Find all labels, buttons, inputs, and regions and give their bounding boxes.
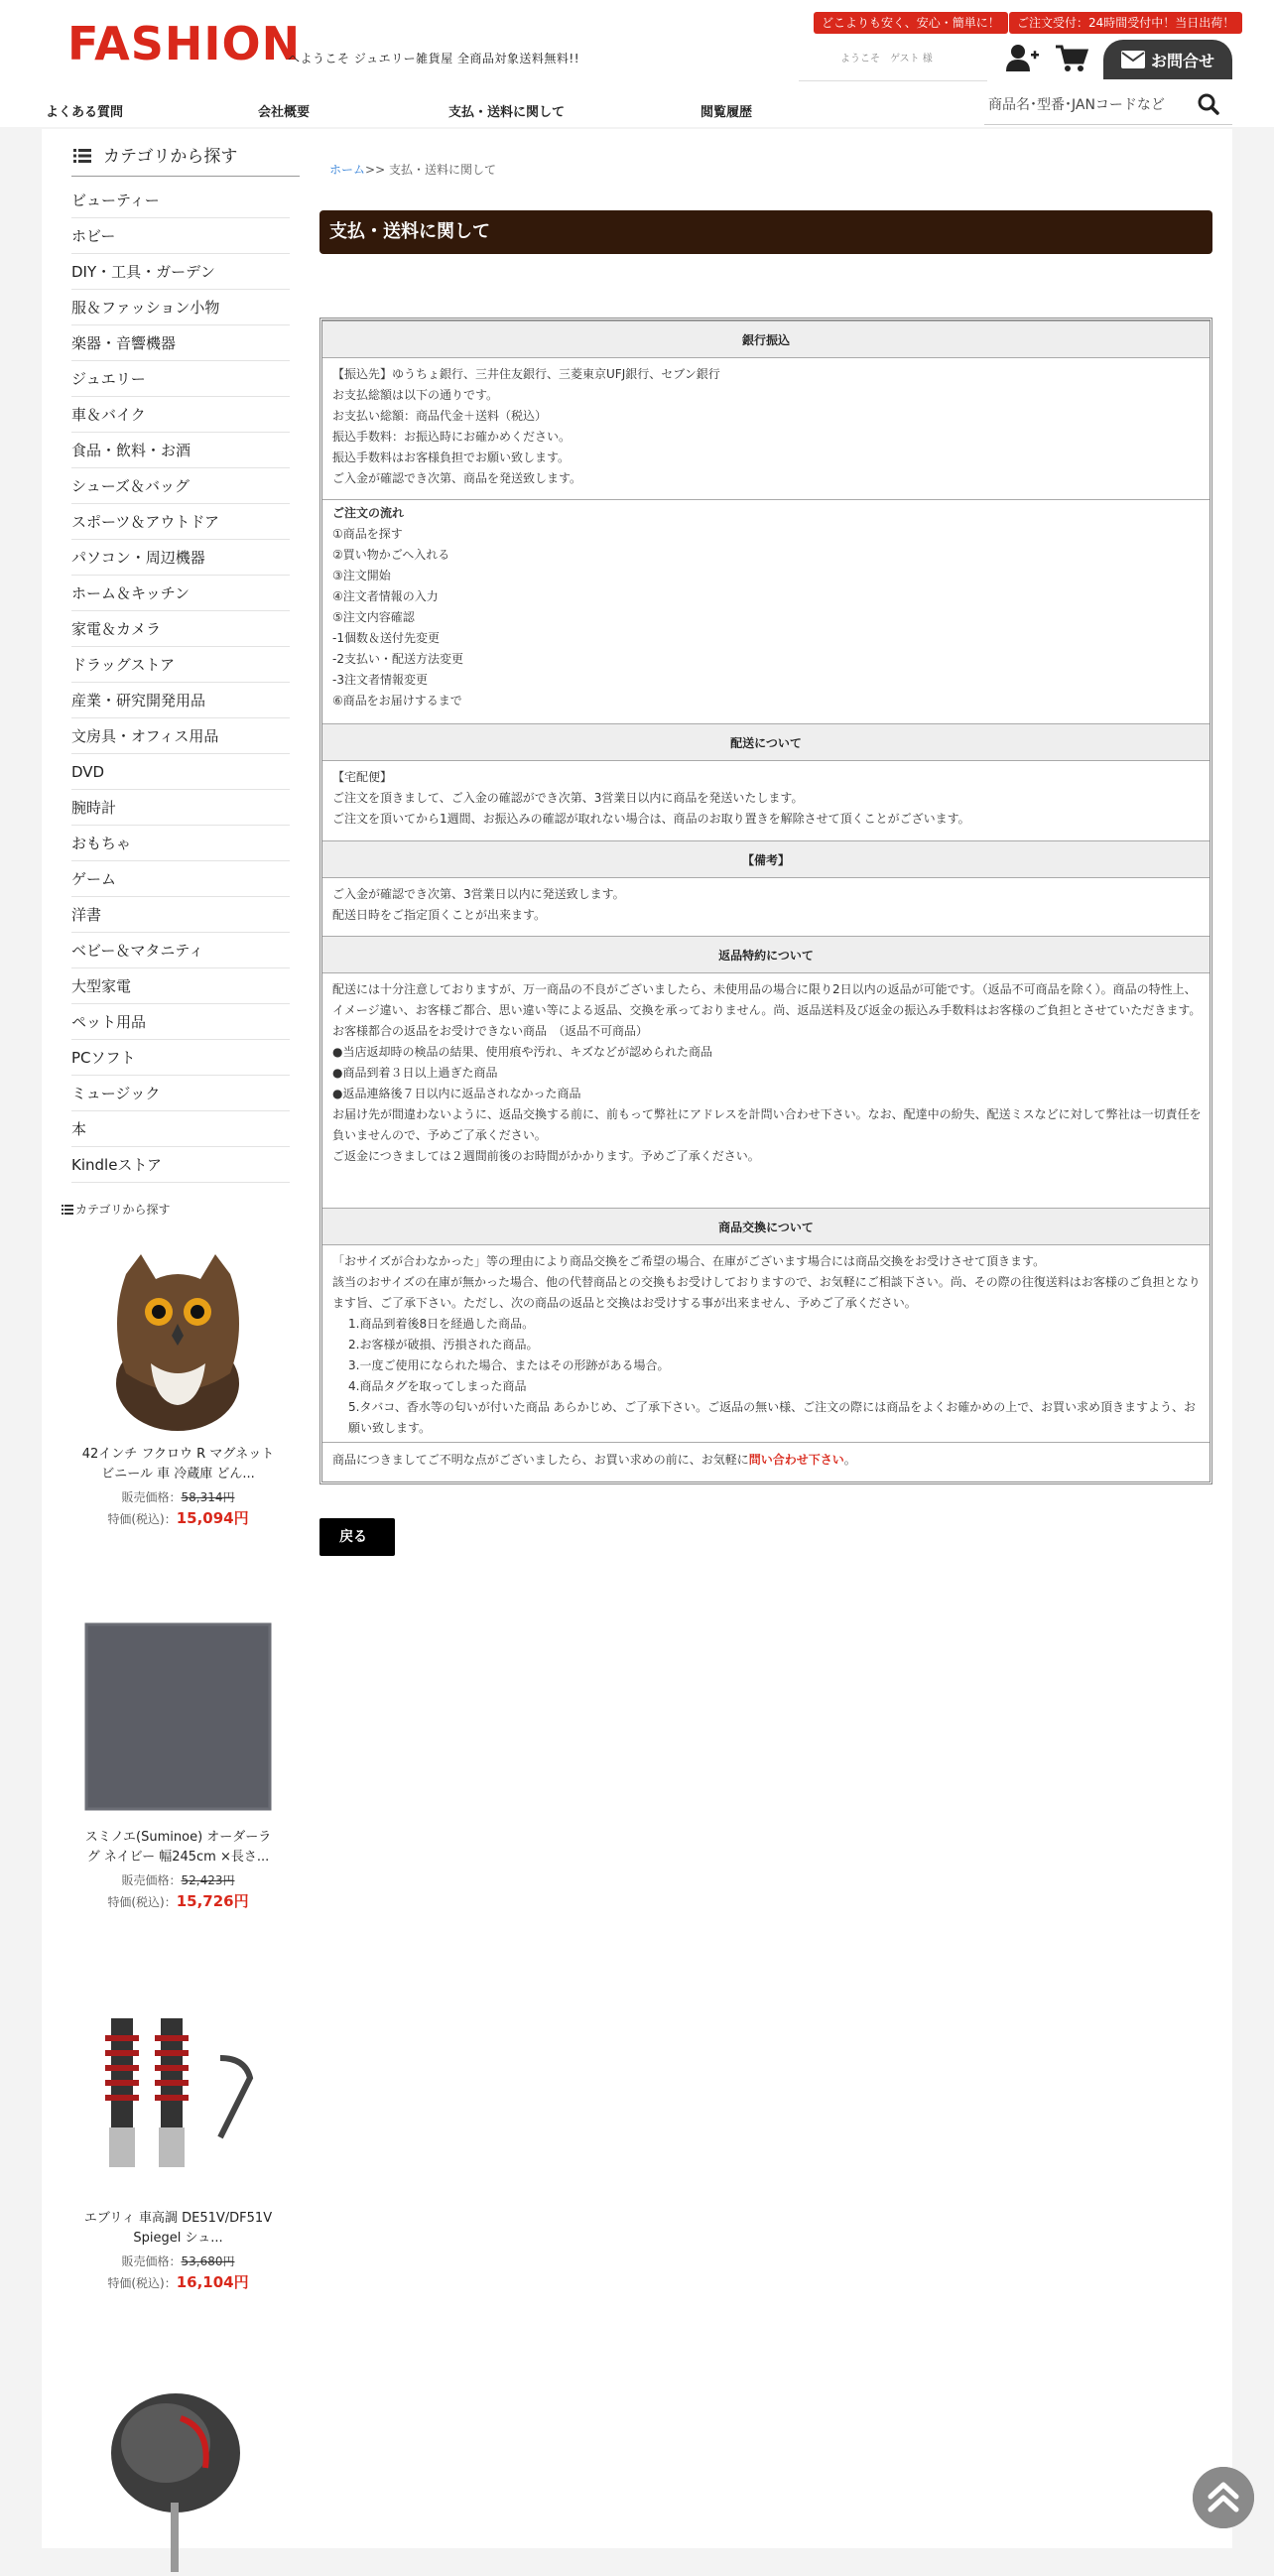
category-item[interactable]: ペット用品: [71, 1004, 290, 1040]
category-item[interactable]: 本: [71, 1111, 290, 1147]
breadcrumb: [329, 161, 496, 178]
contact-label: お問合せ: [1150, 51, 1214, 70]
text-line: ●返品連絡後７日以内に返品されなかった商品: [332, 1087, 581, 1100]
product-sale-price: [71, 1507, 285, 1528]
section-heading-exchange: 商品交換について: [322, 1208, 1210, 1245]
section-body-shipping: [332, 767, 1202, 830]
nav-history[interactable]: 閲覧履歴: [701, 105, 753, 120]
text-line: お支払い総額：商品代金＋送料（税込）: [332, 409, 548, 423]
category-item[interactable]: 腕時計: [71, 790, 290, 826]
user-add-icon[interactable]: [1005, 44, 1039, 73]
text-line: ①商品を探す: [332, 527, 403, 541]
category-subtitle: [62, 1201, 171, 1218]
section-heading-shipping: 配送について: [322, 723, 1210, 761]
text-line: ●当店返却時の検品の結果、使用痕や汚れ、キズなどが認められた商品: [332, 1045, 712, 1059]
breadcrumb-home[interactable]: ホーム: [329, 163, 366, 177]
product-list-price: [71, 1488, 285, 1505]
page-title: 支払・送料に関して: [319, 210, 1212, 254]
product-card[interactable]: [71, 1998, 285, 2292]
scroll-top-button[interactable]: [1193, 2467, 1254, 2528]
product-card[interactable]: [71, 1234, 285, 1528]
svg-text:FASHION: FASHION: [67, 17, 302, 70]
nav-payment[interactable]: 支払・送料に関して: [448, 105, 566, 120]
list-price-label: 販売価格：: [121, 1490, 182, 1504]
product-list-price: [71, 1871, 285, 1888]
tagline: へようこそ ジュエリー雑貨屋 全商品対象送料無料!!: [288, 52, 580, 65]
breadcrumb-current: >> 支払・送料に関して: [365, 163, 496, 177]
text-line: お支払総額は以下の通りです。: [332, 388, 499, 402]
product-sale-price: [71, 1890, 285, 1911]
category-item[interactable]: スポーツ＆アウトドア: [71, 504, 290, 540]
category-item[interactable]: ミュージック: [71, 1076, 290, 1111]
product-name[interactable]: 42インチ フクロウ R マグネット ビニール 車 冷蔵庫 どん...: [81, 1447, 275, 1481]
sale-price-label: 特価(税込)：: [107, 1512, 177, 1526]
search-input[interactable]: [988, 91, 1187, 119]
list-price-value: 58,314円: [181, 1490, 235, 1504]
product-name[interactable]: スミノエ(Suminoe) オーダーラグ ネイビー 幅245cm ×長さ...: [84, 1830, 272, 1865]
text-line: 振込手数料：お振込時にお確かめください。: [332, 430, 572, 444]
text-line: 1.商品到着後8日を経過した商品。: [348, 1317, 535, 1331]
list-price-label: 販売価格：: [121, 2254, 182, 2268]
text-line: お客様都合の返品をお受けできない商品 （返品不可商品）: [332, 1024, 649, 1038]
product-card[interactable]: [71, 2374, 285, 2576]
text-line: ご注文を頂いてから1週間、お振込みの確認が取れない場合は、商品のお取り置きを解除させて頂くことがございます。: [332, 812, 970, 826]
text-line: ③注文開始: [332, 569, 391, 582]
text-line: ●商品到着３日以上過ぎた商品: [332, 1066, 498, 1080]
section-heading-returns: 返品特約について: [322, 936, 1210, 973]
footer-note-line: [332, 1450, 1202, 1471]
category-item[interactable]: Kindleストア: [71, 1147, 290, 1183]
category-item[interactable]: ゲーム: [71, 861, 290, 897]
text-line: 3.一度ご使用になられた場合、またはその形跡がある場合。: [348, 1358, 670, 1372]
sale-price-label: 特価(税込)：: [107, 1895, 177, 1909]
list-icon: [73, 149, 91, 163]
text-line: 振込手数料はお客様負担でお願い致します。: [332, 451, 571, 464]
text-line: 2.お客様が破損、汚損された商品。: [348, 1338, 539, 1352]
rug-image[interactable]: [71, 1617, 285, 1816]
category-item[interactable]: 大型家電: [71, 968, 290, 1004]
category-title-label: カテゴリから探す: [103, 147, 238, 167]
category-item[interactable]: ホビー: [71, 218, 290, 254]
section-body-exchange: [332, 1251, 1202, 1439]
category-item[interactable]: ベビー＆マタニティ: [71, 933, 290, 968]
text-line: 【振込先】ゆうちょ銀行、三井住友銀行、三菱東京UFJ銀行、セブン銀行: [332, 367, 720, 381]
envelope-icon: [1121, 51, 1145, 68]
category-item[interactable]: 楽器・音響機器: [71, 325, 290, 361]
cart-icon[interactable]: [1055, 44, 1088, 73]
category-list: [71, 183, 290, 1183]
sale-price-label: 特価(税込)：: [107, 2276, 177, 2290]
site-header: [0, 0, 1274, 127]
section-footer-note: [332, 1450, 1202, 1471]
notice-24h: ご注文受付：24時間受付中！当日出荷！: [1009, 12, 1242, 34]
contact-link[interactable]: 問い合わせ下さい: [748, 1453, 844, 1467]
text-line: 5.タバコ、香水等の匂いが付いた商品 あらかじめ、ご了承下さい。ご返品の無い様、ご注文の際には商品をよくお確かめの上で、お買い求め頂きますよう、お願い致します。: [348, 1400, 1196, 1435]
back-button[interactable]: 戻る: [319, 1518, 395, 1556]
notice-cheap: どこよりも安く、安心・簡単に！: [814, 12, 1008, 34]
category-item[interactable]: 車＆バイク: [71, 397, 290, 433]
text-line: ご注文を頂きまして、ご入金の確認ができ次第、3営業日以内に商品を発送いたします。: [332, 791, 804, 805]
text-line: -2支払い・配送方法変更: [332, 652, 463, 666]
divider: [322, 1442, 1210, 1443]
top-nav: [0, 95, 982, 125]
section-body-bank: [332, 364, 1202, 489]
category-item[interactable]: 食品・飲料・お酒: [71, 433, 290, 468]
sale-price-value: 15,726円: [176, 1892, 249, 1910]
text-line: 配送には十分注意しておりますが、万一商品の不良がございましたら、未使用品の場合に限り2日以内の返品が可能です。（返品不可商品を除く）。商品の特性上、イメージ違い、お客様ご都合、思い違い等による返品、交換を承っておりません。尚、返品送料及び返金の振込み手数料はお客様のご負担とさせていただきます。: [332, 982, 1202, 1017]
category-item[interactable]: パソコン・周辺機器: [71, 540, 290, 576]
category-item[interactable]: 産業・研究開発用品: [71, 683, 290, 718]
product-card[interactable]: [71, 1617, 285, 1911]
text-line: ご入金が確認でき次第、3営業日以内に発送致します。: [332, 887, 625, 901]
category-item[interactable]: ホーム＆キッチン: [71, 576, 290, 611]
coilover-image[interactable]: [71, 1998, 285, 2197]
category-item[interactable]: ビューティー: [71, 183, 290, 218]
text-line: ご注文の流れ: [332, 506, 405, 520]
category-item[interactable]: シューズ＆バッグ: [71, 468, 290, 504]
section-heading-bank: 銀行振込: [322, 321, 1210, 358]
category-item[interactable]: DIY・工具・ガーデン: [71, 254, 290, 290]
category-item[interactable]: PCソフト: [71, 1040, 290, 1076]
text-line: ご返金につきましては２週間前後のお時間がかかります。予めご了承ください。: [332, 1149, 760, 1163]
list-price-label: 販売価格：: [121, 1873, 182, 1887]
content-panel: [42, 129, 1232, 2548]
footer-note-text: 商品につきましてご不明な点がございましたら、お買い求めの前に、お気軽に: [332, 1453, 749, 1467]
search-icon[interactable]: [1193, 89, 1224, 121]
section-heading-remarks: 【備考】: [322, 840, 1210, 878]
text-line: お届け先が間違わないように、返品交換する前に、前もって弊社にアドレスを計問い合わせ下さい。なお、配達中の紛失、配送ミスなどに対して弊社は一切責任を負いませんので、予めご了承ください。: [332, 1107, 1202, 1142]
text-line: ⑥商品をお届けするまで: [332, 694, 462, 708]
category-item[interactable]: 服＆ファッション小物: [71, 290, 290, 325]
text-line: ⑤注文内容確認: [332, 610, 415, 624]
category-item[interactable]: おもちゃ: [71, 826, 290, 861]
category-item[interactable]: ドラッグストア: [71, 647, 290, 683]
text-line: -3注文者情報変更: [332, 673, 428, 687]
fashion-logo[interactable]: [65, 12, 302, 70]
text-line: ④注文者情報の入力: [332, 589, 439, 603]
search-box: [984, 85, 1232, 125]
sale-price-value: 16,104円: [176, 2273, 249, 2291]
product-name[interactable]: エブリィ 車高調 DE51V/DF51V Spiegel シュ...: [83, 2211, 273, 2246]
text-line: 「おサイズが合わなかった」等の理由により商品交換をご希望の場合、在庫がございます場合には商品交換をお受けさせて頂きます。: [332, 1254, 1046, 1268]
category-title: [71, 143, 300, 177]
category-item[interactable]: 文房具・オフィス用品: [71, 718, 290, 754]
text-line: 4.商品タグを取ってしまった商品: [348, 1379, 527, 1393]
nav-company[interactable]: 会社概要: [258, 105, 311, 120]
golf-driver-image[interactable]: [71, 2374, 285, 2572]
sale-price-value: 15,094円: [176, 1509, 249, 1527]
footer-note-end: 。: [843, 1453, 856, 1467]
text-line: 【宅配便】: [332, 770, 393, 784]
category-item[interactable]: 洋書: [71, 897, 290, 933]
category-subtitle-label: カテゴリから探す: [75, 1203, 171, 1217]
section-body-flow: [332, 503, 1202, 711]
section-body-remarks: [332, 884, 1202, 926]
product-sale-price: [71, 2271, 285, 2292]
owl-image[interactable]: [71, 1234, 285, 1433]
text-line: -1個数＆送付先変更: [332, 631, 440, 645]
divider: [322, 499, 1210, 500]
text-line: ご入金が確認でき次第、商品を発送致します。: [332, 471, 582, 485]
section-body-returns: [332, 979, 1202, 1167]
welcome-text: ようこそ ゲスト 様: [799, 38, 987, 81]
category-item[interactable]: ジュエリー: [71, 361, 290, 397]
text-line: ②買い物かごへ入れる: [332, 548, 450, 562]
text-line: 配送日時をご指定頂くことが出来ます。: [332, 908, 547, 922]
category-item[interactable]: 家電＆カメラ: [71, 611, 290, 647]
list-price-value: 52,423円: [181, 1873, 235, 1887]
list-price-value: 53,680円: [181, 2254, 235, 2268]
product-list-price: [71, 2253, 285, 2269]
list-icon: [62, 1205, 73, 1215]
contact-button[interactable]: [1103, 40, 1232, 79]
nav-faq[interactable]: よくある質問: [46, 105, 124, 120]
payment-info-table: [319, 318, 1212, 1484]
text-line: 該当のおサイズの在庫が無かった場合、他の代替商品との交換もお受けしておりますので、お気軽にご相談下さい。尚、その際の往復送料はお客様のご負担となります旨、ご了承下さい。ただし、次の商品の返品と交換はお受けする事が出来ません、予めご了承ください。: [332, 1275, 1201, 1310]
category-item[interactable]: DVD: [71, 754, 290, 790]
